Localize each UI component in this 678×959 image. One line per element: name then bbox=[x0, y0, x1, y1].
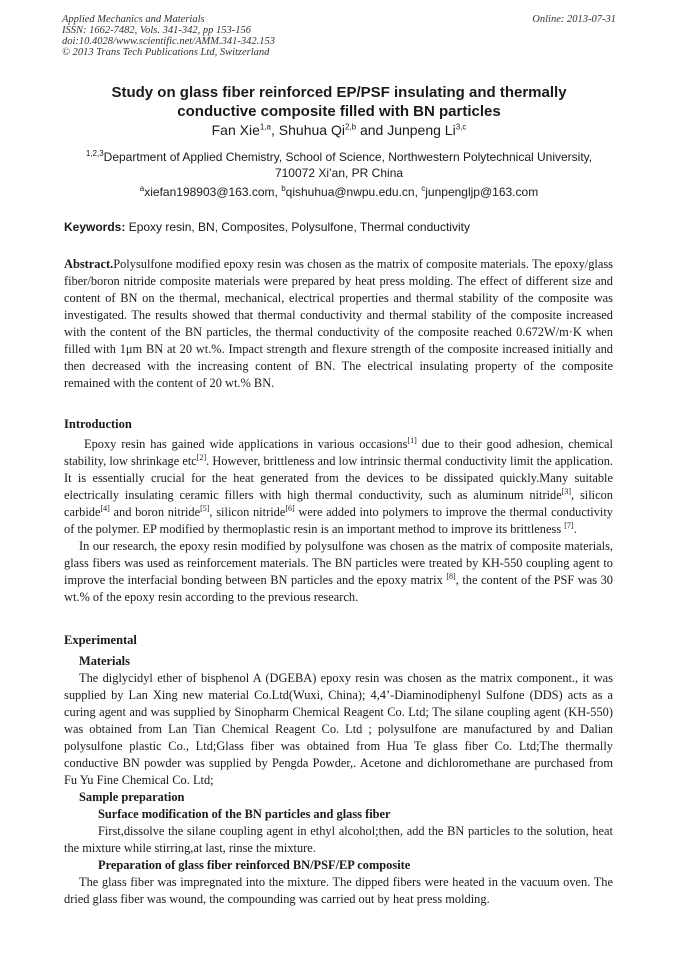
experimental-body bbox=[64, 653, 613, 908]
author-2-sup: 2,b bbox=[344, 122, 357, 132]
ref-6[interactable]: [6] bbox=[285, 503, 295, 513]
intro-text: due to their good adhesion, chemical stability, low shrinkage etc bbox=[64, 437, 613, 468]
intro-paragraph-1 bbox=[64, 436, 613, 538]
composite-preparation-heading: Preparation of glass fiber reinforced BN/PSF/EP composite bbox=[98, 858, 411, 872]
ref-5[interactable]: [5] bbox=[200, 503, 210, 513]
intro-text: In our research, the epoxy resin modified by polysulfone was chosen as the matrix of composite materials, glass fibers was used as reinforcement materials. The BN particles were treated by KH-550 coupling agent to improve the interfacial bonding between BN particles and the epoxy matrix bbox=[64, 539, 613, 587]
issn-line: ISSN: 1662-7482, Vols. 341-342, pp 153-156 bbox=[62, 25, 251, 36]
author-3: and Junpeng Li bbox=[356, 122, 456, 138]
intro-text: Epoxy resin has gained wide applications in various occasions bbox=[84, 437, 408, 451]
intro-text: , the content of the PSF was 30 wt.% of the epoxy resin according to the previous research. bbox=[64, 573, 613, 604]
introduction-heading: Introduction bbox=[64, 417, 132, 431]
author-3-sup: 3,c bbox=[455, 122, 467, 132]
paper-title bbox=[40, 84, 638, 121]
author-1: Fan Xie bbox=[211, 122, 260, 138]
intro-text: , silicon nitride bbox=[209, 505, 286, 519]
email-c[interactable]: junpengljp@163.com bbox=[425, 185, 539, 199]
intro-text: , silicon carbide bbox=[64, 488, 613, 519]
ref-4[interactable]: [4] bbox=[100, 503, 110, 513]
email-b-sup: b bbox=[281, 184, 286, 193]
author-emails bbox=[40, 185, 638, 200]
doi-line: doi:10.4028/www.scientific.net/AMM.341-342.153 bbox=[62, 36, 275, 47]
ref-1[interactable]: [1] bbox=[407, 435, 417, 445]
intro-paragraph-2 bbox=[64, 538, 613, 606]
introduction-body bbox=[64, 436, 613, 606]
affiliation-line-2: 710072 Xi’an, PR China bbox=[274, 166, 404, 180]
surface-modification-text: First,dissolve the silane coupling agent in ethyl alcohol;then, add the BN particles to the solution, heat the mixture while stirring,at last, rinse the mixture. bbox=[64, 824, 613, 855]
composite-preparation-text: The glass fiber was impregnated into the mixture. The dipped fibers were heated in the vacuum oven. The dried glass fiber was wound, the compounding was carried out by heat press molding. bbox=[64, 875, 613, 906]
email-c-sup: c bbox=[421, 184, 426, 193]
affiliation-sup: 1,2,3 bbox=[85, 149, 104, 158]
title-line-1: Study on glass fiber reinforced EP/PSF insulating and thermally bbox=[111, 84, 567, 101]
affiliation bbox=[40, 149, 638, 181]
intro-text: were added into polymers to improve the thermal conductivity of the polymer. EP modified by thermoplastic resin is an important method to improve its brittleness bbox=[64, 505, 614, 536]
ref-3[interactable]: [3] bbox=[561, 486, 572, 496]
keywords-label: Keywords: bbox=[64, 220, 126, 234]
keywords-text: Epoxy resin, BN, Composites, Polysulfone, Thermal conductivity bbox=[125, 220, 470, 234]
abstract-text: Polysulfone modified epoxy resin was chosen as the matrix of composite materials. The epoxy/glass fiber/boron nitride composite materials were prepared by heat press molding. The effect of different size and content of BN on the thermal, mechanical, electrical properties and thermal stability of the composite was investigated. The results showed that thermal conductivity and thermal stability of the composite increased with the content of the BN particles, the thermal conductivity of the composite reached 0.672W/m·K when filled with 1μm BN at 20 wt.%. Impact strength and flexure strength of the composite increased initially and then decreased with the increasing content of BN. The electrical insulating property of the composite remained with the content of 20 wt.% BN. bbox=[64, 257, 613, 390]
intro-text: and boron nitride bbox=[109, 505, 201, 519]
email-a-sup: a bbox=[139, 184, 145, 193]
keywords bbox=[64, 220, 624, 235]
email-a[interactable]: xiefan198903@163.com, bbox=[144, 185, 282, 199]
author-list bbox=[40, 122, 638, 139]
online-date: Online: 2013-07-31 bbox=[532, 14, 616, 25]
intro-text: . bbox=[573, 522, 577, 536]
ref-8[interactable]: [8] bbox=[446, 571, 456, 581]
materials-text: The diglycidyl ether of bisphenol A (DGEBA) epoxy resin was chosen as the matrix component., it was supplied by Lan Xing new material Co.Ltd(Wuxi, China); 4,4’-Diaminodiphenyl Sulfone (DDS) acts as a curing agent and was supplied by Sinopharm Chemical Reagent Co. Ltd; The silane coupling agent (KH-550) was obtained from Lan Tian Chemical Reagent Co. Ltd ; polysulfone are manufactured by and Dalian polysulfone plastic Co., Ltd;Glass fiber was obtained from Hua Te glass fiber Co. Ltd;The thermally conductive BN powder was supplied by Pengda Powder,. Acetone and dichloromethane are purchased from Fu Yu Fine Chemical Co. Ltd; bbox=[64, 671, 613, 787]
title-line-2: conductive composite filled with BN particles bbox=[177, 102, 501, 120]
experimental-heading: Experimental bbox=[64, 633, 137, 647]
abstract-label: Abstract. bbox=[64, 257, 114, 271]
surface-modification-heading: Surface modification of the BN particles and glass fiber bbox=[98, 807, 391, 821]
intro-text: . However, brittleness and low intrinsic thermal conductivity limit the application. It is essentially crucial for the heat generated from the devices to be dissipated quickly.Many suitable electrically insulating ceramic fillers with high thermal conductivity, such as aluminum nitride bbox=[64, 454, 613, 502]
ref-7[interactable]: [7] bbox=[564, 520, 574, 530]
copyright-line: © 2013 Trans Tech Publications Ltd, Switzerland bbox=[62, 47, 270, 58]
author-1-sup: 1,a bbox=[259, 122, 271, 132]
abstract bbox=[64, 256, 613, 392]
ref-2[interactable]: [2] bbox=[196, 452, 207, 462]
sample-preparation-heading: Sample preparation bbox=[79, 790, 185, 804]
materials-heading: Materials bbox=[79, 654, 130, 668]
email-b[interactable]: qishuhua@nwpu.edu.cn, bbox=[285, 185, 422, 199]
affiliation-line-1: Department of Applied Chemistry, School of Science, Northwestern Polytechnical University, bbox=[103, 150, 593, 164]
journal-name: Applied Mechanics and Materials bbox=[62, 14, 205, 25]
author-2: , Shuhua Qi bbox=[271, 122, 345, 138]
journal-header bbox=[62, 14, 616, 58]
